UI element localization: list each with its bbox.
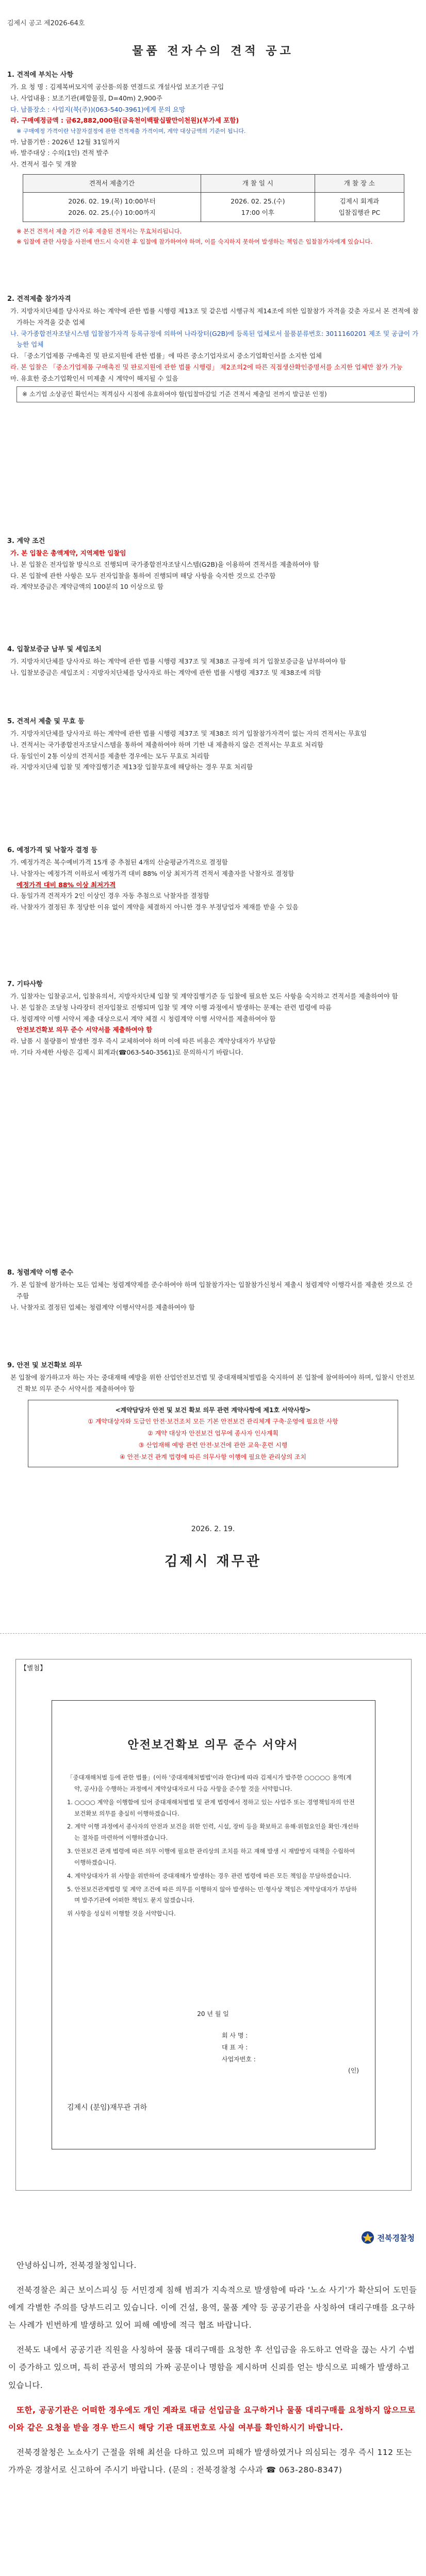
list-item: 라. 계약보증금은 계약금액의 100분의 10 이상으로 함 <box>10 583 164 591</box>
police-letter <box>8 2257 418 2486</box>
list-item: 나. 낙찰자는 예정가격 이하로서 예정가격 대비 88% 이상 최저가격 견적서 제출자를 낙찰자로 결정함 <box>10 869 294 877</box>
list-item: 가. 지방자치단체를 당사자로 하는 계약에 관한 법률 시행령 제37조 및 제38조 규정에 의거 입찰보증금을 납부하여야 함 <box>10 657 346 665</box>
pledge-paragraph: 5. 안전보건관계법령 및 계약 조건에 따른 의무를 이행하지 않아 발생하는 민·형사상 책임은 계약상대자가 부담하며 발주기관에 어떠한 책임도 묻지 않겠습니다. <box>67 1885 357 1904</box>
issuer-name: 김제시 재무관 <box>165 1554 261 1569</box>
note: ※ 본건 견적서 제출 기간 이후 제출된 견적서는 무효처리됩니다. <box>17 227 182 235</box>
obligation-box <box>28 1400 398 1468</box>
box-line: ③ 산업재해 예방 관련 안전·보건에 관한 교육·훈련 시행 <box>138 1441 288 1449</box>
box-line: ④ 안전·보건 관계 법령에 따른 의무사항 이행에 필요한 관리상의 조치 <box>120 1453 306 1461</box>
pledge-paragraph: 4. 계약상대자가 위 사항을 위반하여 중대재해가 발생하는 경우 관련 법령에 따른 모든 책임을 부담하겠습니다. <box>67 1872 351 1879</box>
pledge-paragraph: 위 사항을 성실히 이행할 것을 서약합니다. <box>67 1910 176 1918</box>
list-item: 가. 예정가격은 복수예비가격 15개 중 추첨된 4개의 산술평균가격으로 결정함 <box>10 858 228 866</box>
table-cell: 김제시 회계과 입찰집행관 PC <box>315 193 404 222</box>
section-7 <box>7 979 419 1058</box>
list-item: 바. 발주대상 : 수의(1인) 견적 발주 <box>10 149 109 157</box>
pledge-paragraph: 「중대재해처벌 등에 관한 법률」(이하 '중대재해처벌법'이라 한다)에 따라 김제시가 발주한 ○○○○○ 용역(계약, 공사)을 수행하는 과정에서 계약상대자로서 다음 사항을 준수할 것을 서약합니다. <box>67 1774 352 1792</box>
section-5 <box>7 716 419 773</box>
list-item: 다. 동일인이 2통 이상의 견적서를 제출한 경우에는 모두 무효로 처리함 <box>10 752 209 760</box>
pledge-paragraph: 3. 안전보건 관계 법령에 따른 의무 이행에 필요한 관리상의 조치를 하고 재해 발생 시 재발방지 대책을 수립하여 이행하겠습니다. <box>67 1848 355 1866</box>
section-heading: 6. 예정가격 및 낙찰자 결정 등 <box>7 846 97 854</box>
budget-note: ※ 구매예정 가격이란 낙찰자결정에 관한 견적제출 가격이며, 계약 대상금액의 기준이 됩니다. <box>17 128 246 135</box>
section-heading: 9. 안전 및 보건확보 의무 <box>7 1362 83 1369</box>
list-item: 가. 요 청 명 : 김제복버모지역 공산품·의품 연결드로 개설사업 보조기관 구입 <box>10 82 224 91</box>
list-item: 라. 지방자치단체 입찰 및 계약집행기준 제13장 입찰무효에 해당하는 경우 무효 처리함 <box>10 763 253 771</box>
signature-line: 회 사 명 : <box>222 2032 248 2039</box>
box-line: ① 계약대상자와 도급인 안전·보건조치 모든 기본 안전보건 관리체계 구축·운영에 필요한 사항 <box>88 1418 338 1426</box>
letter-paragraph: 또한, 공공기관은 어떠한 경우에도 개인 계좌로 대금 선입금을 요구하거나 물품 대리구매를 요청하지 않으므로 이와 같은 요청을 받을 경우 반드시 해당 기관 대표번호로 사실 여부를 확인하시기 바랍니다. <box>8 2405 416 2432</box>
section-6 <box>7 845 419 913</box>
highlight-text: 안전보건확보 의무 준수 서약서를 제출하여야 함 <box>17 1026 153 1034</box>
police-logo <box>361 2231 415 2244</box>
list-item: 라. 구매예정금액 : 금62,882,000원(금육천이백팔십팔만이천원)(부가세 포함) <box>10 116 239 125</box>
list-item: 나. 본 입찰은 조달청 나라장터 전자입찰로 진행되며 입찰 및 계약 이행 과정에서 발생하는 문제는 관련 법령에 따름 <box>10 1003 332 1011</box>
list-item: 나. 국가종합전자조달시스템 입찰참가자격 등록규정에 의하여 나라장터(G2B)에 등록된 업체로서 물품분류번호: 3011160201 제조 및 공급이 가능한 업체 <box>10 329 419 349</box>
section-heading: 3. 계약 조건 <box>7 537 45 545</box>
table-header: 개 찰 일 시 <box>201 175 315 193</box>
signature-block <box>67 2030 359 2077</box>
pledge-title: 안전보건확보 의무 준수 서약서 <box>127 1739 299 1752</box>
list-item: 나. 사업내용 : 보조기관(폐합물질, D=40m) 2,900주 <box>10 94 162 102</box>
table-cell: 2026. 02. 25.(수) 17:00 이후 <box>201 193 315 222</box>
list-item: 마. 유효한 중소기업확인서 미제출 시 계약이 해지될 수 있음 <box>10 375 178 382</box>
seal-mark: (인) <box>348 2067 359 2075</box>
letter-paragraph: 전북경찰청은 노쇼사기 근절을 위해 최선을 다하고 있으며 피해가 발생하였거나 의심되는 경우 즉시 112 또는 가까운 경찰서로 신고하여 주시기 바랍니다. (문의 : 전북경찰청 수사과 ☎ 063-280-8347) <box>8 2447 412 2475</box>
list-item: 다. 본 입찰에 관한 사항은 모두 전자입찰을 통하여 진행되며 해당 사항을 숙지한 것으로 간주함 <box>10 571 276 580</box>
list-item: 가. 입찰자는 입찰공고서, 입찰유의서, 지방자치단체 입찰 및 계약집행기준 등 입찰에 필요한 모든 사항을 숙지하고 견적서를 제출하여야 함 <box>10 992 398 1000</box>
signature-line: 대 표 자 : <box>222 2043 248 2051</box>
pledge-paragraph: 1. ○○○○ 계약을 이행함에 있어 중대재해처벌법 및 관계 법령에서 정하고 있는 사업주 또는 경영책임자의 안전보건확보 의무를 충실히 이행하겠습니다. <box>67 1798 355 1817</box>
box-title: <계약담당자 안전 및 보건 확보 의무 관련 계약사항에 제1호 서약사항> <box>115 1406 311 1414</box>
section-heading: 7. 기타사항 <box>7 980 43 988</box>
note: ※ 입찰에 관한 사항을 사전에 반드시 숙지한 후 입찰에 참가하여야 하며, 이를 숙지하지 못하여 발생하는 책임은 입찰참가자에게 있습니다. <box>17 238 373 245</box>
list-item: 나. 본 입찰은 전자입찰 방식으로 진행되며 국가종합전자조달시스템(G2B)을 이용하여 견적서를 제출하여야 함 <box>10 560 319 568</box>
issue-date: 2026. 2. 19. <box>191 1525 235 1533</box>
section-heading: 1. 견적에 부치는 사항 <box>7 71 74 79</box>
notice-title: 물품 전자수의 견적 공고 <box>132 45 294 58</box>
attachment-tag: 【별첨】 <box>20 1665 47 1672</box>
police-emblem-icon <box>361 2231 374 2244</box>
section-heading: 2. 견적제출 참가자격 <box>7 295 71 303</box>
section-1 <box>7 70 419 247</box>
list-item: 마. 납품기한 : 2026년 12월 31일까지 <box>10 138 120 146</box>
pledge-addressee: 김제시 (분임)재무관 귀하 <box>67 2104 148 2112</box>
box-line: ② 계약 대상자 안전보건 업무에 종사자 인사계획 <box>148 1430 278 1437</box>
list-item: 가. 지방자치단체를 당사자로 하는 계약에 관한 법률 시행령 제37조 및 제38조 의거 입찰참가자격이 없는 자의 견적서는 무효임 <box>10 729 367 737</box>
section-2 <box>7 294 419 404</box>
section-9 <box>7 1360 419 1472</box>
section-3 <box>7 536 419 592</box>
section-heading: 4. 입찰보증금 납부 및 세입조치 <box>7 646 102 653</box>
list-item: 가. 본 입찰은 총액계약, 지역제한 입찰임 <box>10 549 126 557</box>
list-item: 다. 동일가격 견적자가 2인 이상인 경우 자동 추첨으로 낙찰자를 결정함 <box>10 892 209 900</box>
list-item: 다. 청렴계약 이행 서약서 제출 대상으로서 계약 체결 시 청렴계약 이행 서약서를 제출하여야 함 <box>10 1014 276 1023</box>
list-item: 사. 견적서 접수 및 개찰 <box>10 160 77 168</box>
list-item: 마. 기타 자세한 사항은 김제시 회계과(☎063-540-3561)로 문의하시기 바랍니다. <box>10 1048 243 1057</box>
list-item: 다. 「중소기업제품 구매촉진 및 판로지원에 관한 법률」에 따른 중소기업자로서 중소기업확인서를 소지한 업체 <box>10 352 322 360</box>
table-header: 견적서 제출기간 <box>23 175 201 193</box>
notice-ref: 김제시 공고 제2026-64호 <box>7 20 85 27</box>
divider <box>0 1633 426 1634</box>
pledge-frame <box>52 1700 375 2149</box>
section-heading: 8. 청렴계약 이행 준수 <box>7 1269 74 1277</box>
pledge-paragraph: 2. 계약 이행 과정에서 종사자의 안전과 보건을 위한 인력, 시설, 장비 등을 확보하고 유해·위험요인을 확인·개선하는 절차를 마련하여 이행하겠습니다. <box>67 1823 359 1842</box>
letter-paragraph: 전북경찰은 최근 보이스피싱 등 서민경제 침해 범죄가 지속적으로 발생함에 따라 '노쇼 사기'가 확산되어 도민들에게 각별한 주의를 당부드리고 있습니다. 이에 건설, 용역, 물품 계약 등 공공기관을 사칭하여 대리구매를 요구하는 사례가 빈번하게 발생하고 있어 피해 예방에 적극 협조 바랍니다. <box>8 2285 417 2330</box>
list-item: 나. 낙찰자로 결정된 업체는 청렴계약 이행서약서를 제출하여야 함 <box>10 1303 195 1311</box>
letter-paragraph: 전북도 내에서 공공기관 직원을 사칭하여 물품 대리구매를 요청한 후 선입금을 유도하고 연락을 끊는 사기 수법이 증가하고 있으며, 특히 관공서 명의의 가짜 공문이나 명함을 제시하며 신뢰를 얻는 방식으로 피해가 발생하고 있습니다. <box>8 2345 415 2390</box>
list-item: 가. 지방자치단체를 당사자로 하는 계약에 관한 법률 시행령 제13조 및 같은법 시행규칙 제14조에 의한 입찰참가 자격을 갖춘 자로서 본 견적에 참가하는 자격을 갖춘 업체 <box>10 307 419 326</box>
list-item: 나. 견적서는 국가종합전자조달시스템을 통하여 제출하여야 하며 기한 내 제출하지 않은 견적서는 무효로 처리함 <box>10 740 324 749</box>
police-name: 전북경찰청 <box>377 2233 415 2243</box>
pledge-body <box>67 1772 359 1922</box>
section-8 <box>7 1267 419 1313</box>
table-header: 개 찰 장 소 <box>315 175 404 193</box>
schedule-table <box>23 174 404 222</box>
letter-paragraph: 안녕하십니까, 전북경찰청입니다. <box>17 2261 137 2270</box>
list-item: 라. 본 입찰은 「중소기업제품 구매촉진 및 판로지원에 관한 법률 시행령」 제2조의2에 따른 직접생산확인증명서를 소지한 업체만 참가 가능 <box>10 363 403 371</box>
section-heading: 5. 견적서 제출 및 무효 등 <box>7 718 85 725</box>
list-item: 본 입찰에 참가하고자 하는 자는 중대재해 예방을 위한 산업안전보건법 및 중대재해처벌법을 숙지하여 본 입찰에 참여하여야 하며, 입찰시 안전보건 확보 의무 준수 서약서를 제출하여야 함 <box>10 1373 415 1393</box>
highlight-text: 예정가격 대비 88% 이상 최저가격 <box>17 880 116 889</box>
section-4 <box>7 644 419 679</box>
list-item: 다. 납품장소 : 사업지(북(주))(063-540-3961)에게 문의 요망 <box>10 105 186 113</box>
pledge-date: 20 년 월 일 <box>197 2010 229 2018</box>
list-item: 가. 본 입찰에 참가하는 모든 업체는 청렴계약제를 준수하여야 하며 입찰참가자는 입찰참가신청서 제출시 청렴계약 이행각서를 제출한 것으로 간주함 <box>10 1280 413 1300</box>
list-item: 나. 입찰보증금은 세입조치 : 지방자치단체를 당사자로 하는 계약에 관한 법률 시행령 제37조 및 제38조에 의함 <box>10 668 321 676</box>
list-item: 라. 낙찰자가 결정된 후 정당한 이유 없이 계약을 체결하지 아니한 경우 부정당업자 제재를 받을 수 있음 <box>10 903 299 911</box>
signature-line: 사업자번호 : <box>222 2055 256 2063</box>
list-item: 라. 납품 시 불량품이 발생한 경우 즉시 교체하여야 하며 이에 따른 비용은 계약상대자가 부담함 <box>10 1037 276 1045</box>
notice-box: ※ 소기업 소상공인 확인서는 적격심사 시점에 유효하여야 함(입찰마감일 기준 견적서 제출일 전까지 발급분 인정) <box>17 386 415 402</box>
table-cell: 2026. 02. 19.(목) 10:00부터 2026. 02. 25.(수) 10:00까지 <box>23 193 201 222</box>
